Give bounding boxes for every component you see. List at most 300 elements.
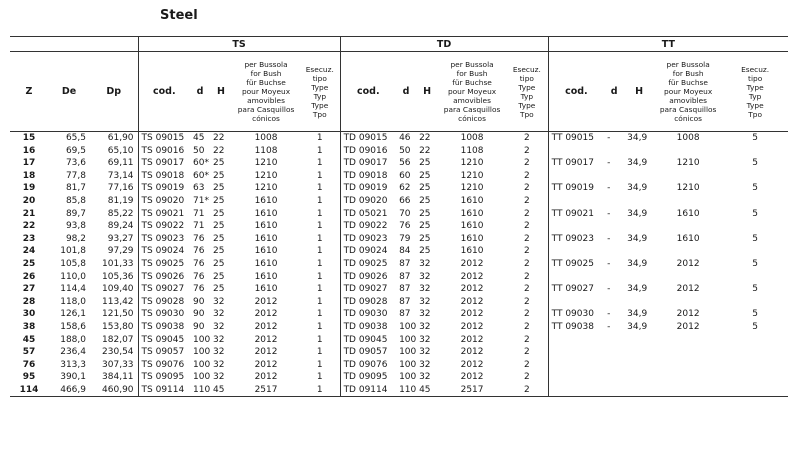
cell-td-h: 32 (419, 372, 431, 383)
cell-dp: 105,36 (102, 271, 134, 282)
cell-ts-tipo: 1 (316, 208, 323, 219)
cell-de: 126,1 (60, 309, 86, 320)
cell-td-cod: TD 09016 (340, 145, 396, 158)
cell-td-h: 22 (419, 133, 431, 143)
cell-td-d: 100 (399, 359, 417, 370)
cell-td-d: 79 (399, 233, 411, 244)
cell-dp: 101,33 (102, 258, 134, 269)
cell-td-bush: 2012 (460, 258, 484, 269)
cell-ts-d: 76 (193, 258, 205, 269)
header-line: Type (518, 82, 536, 92)
cell-ts-d: 76 (193, 284, 205, 295)
header-line: Type (746, 100, 764, 110)
header-line: amovibles (453, 96, 491, 105)
cell-de: 188,0 (60, 334, 86, 345)
cell-de: 93,8 (65, 221, 86, 232)
cell-td-bush: 1610 (460, 233, 484, 244)
cell-tt-tipo (722, 346, 788, 359)
cell-tt-bush (654, 359, 722, 372)
table-row (10, 132, 788, 145)
cell-td-cod: TD 09114 (340, 384, 396, 397)
cell-ts-bush: 1610 (254, 284, 278, 295)
cell-tt-cod (548, 195, 604, 208)
cell-ts-d: 71 (193, 208, 205, 219)
cell-tt-tipo (722, 245, 788, 258)
cell-td-cod: TD 09026 (340, 271, 396, 284)
cell-tt-d (604, 145, 624, 158)
cell-dp: 93,27 (107, 233, 134, 244)
cell-td-h: 25 (419, 221, 431, 232)
cell-ts-h: 25 (213, 221, 225, 232)
cell-ts-d: 71 (193, 221, 205, 232)
cell-tt-h (624, 384, 654, 397)
cell-ts-bush: 1210 (254, 183, 278, 194)
cell-td-cod: TD 09017 (340, 157, 396, 170)
cell-ts-d: 90 (193, 296, 205, 307)
cell-td-d: 100 (399, 334, 417, 345)
cell-tt-bush: 1008 (676, 133, 700, 143)
cell-tt-d: - (607, 309, 611, 320)
cell-ts-h: 32 (213, 334, 225, 345)
cell-tt-bush: 1610 (676, 208, 700, 219)
cell-td-d: 87 (399, 309, 411, 320)
cell-ts-h: 25 (213, 195, 225, 206)
cell-td-d: 50 (399, 145, 411, 156)
header-z: Z (10, 52, 48, 132)
cell-tt-h: 34,9 (627, 321, 648, 332)
cell-tt-d: - (607, 183, 611, 194)
header-line: für Buchse (246, 78, 286, 87)
cell-td-cod: TD 09025 (340, 258, 396, 271)
cell-ts-d: 110 (190, 384, 210, 397)
cell-dp: 153,80 (102, 321, 134, 332)
cell-tt-h (624, 359, 654, 372)
header-line: para Casquillos (237, 105, 295, 114)
cell-td-d: 66 (399, 195, 411, 206)
header-tt-bush (654, 52, 722, 132)
cell-ts-bush: 2517 (232, 384, 300, 397)
cell-td-d: 100 (399, 372, 417, 383)
cell-ts-h: 22 (213, 133, 225, 143)
cell-td-tipo: 2 (523, 271, 530, 282)
cell-dp: 69,11 (107, 158, 134, 169)
cell-tt-h: 34,9 (627, 208, 648, 219)
cell-z: 25 (22, 258, 36, 269)
cell-dp: 85,22 (107, 208, 134, 219)
cell-tt-h: 34,9 (627, 158, 648, 169)
header-td-bush (438, 52, 506, 132)
cell-ts-h: 32 (213, 296, 225, 307)
cell-tt-h: 34,9 (627, 284, 648, 295)
cell-de: 313,3 (60, 359, 86, 370)
cell-tt-d (604, 371, 624, 384)
cell-z: 15 (22, 133, 36, 143)
cell-td-d: 62 (399, 183, 411, 194)
cell-ts-tipo: 1 (316, 296, 323, 307)
cell-td-h: 25 (419, 208, 431, 219)
table-row (10, 182, 788, 195)
table-row (10, 359, 788, 372)
cell-tt-tipo: 5 (752, 321, 758, 332)
table-row (10, 384, 788, 397)
header-line: pour Moyeux (241, 87, 291, 96)
cell-td-d: 60 (399, 170, 411, 181)
cell-td-bush: 1210 (460, 170, 484, 181)
table-row (10, 308, 788, 321)
cell-tt-bush (654, 346, 722, 359)
cell-tt-cod (548, 371, 604, 384)
cell-dp: 384,11 (102, 372, 134, 383)
header-tt-h: H (624, 52, 654, 132)
cell-tt-tipo (722, 220, 788, 233)
cell-ts-bush: 1108 (254, 145, 278, 156)
cell-ts-h: 22 (213, 145, 225, 156)
cell-td-d: 110 (396, 384, 416, 397)
cell-td-d: 70 (399, 208, 411, 219)
cell-ts-d: 76 (193, 246, 205, 257)
cell-td-cod: TD 09028 (340, 296, 396, 309)
cell-ts-bush: 1210 (254, 170, 278, 181)
cell-ts-h: 25 (213, 258, 225, 269)
cell-ts-d: 100 (193, 334, 211, 345)
cell-tt-d (604, 359, 624, 372)
header-line: für Buchse (452, 78, 492, 87)
cell-td-bush: 2012 (460, 372, 484, 383)
cell-z: 22 (22, 221, 36, 232)
cell-tt-cod: TT 09017 (548, 157, 604, 170)
cell-z: 30 (22, 309, 36, 320)
cell-de: 101,8 (60, 246, 86, 257)
page-title: Steel (160, 8, 198, 23)
cell-ts-cod: TS 09025 (138, 258, 190, 271)
cell-td-d: 84 (399, 246, 411, 257)
table-row (10, 208, 788, 221)
header-line: tipo (519, 73, 534, 83)
cell-tt-tipo: 5 (752, 133, 758, 143)
cell-ts-tipo: 1 (316, 133, 323, 143)
cell-td-h: 32 (419, 296, 431, 307)
cell-td-cod: TD 05021 (340, 208, 396, 221)
cell-z: 16 (22, 145, 36, 156)
cell-td-h: 25 (419, 183, 431, 194)
cell-tt-tipo: 5 (752, 158, 758, 169)
cell-ts-tipo: 1 (316, 258, 323, 269)
cell-z: 24 (22, 246, 36, 257)
cell-dp: 81,19 (107, 195, 134, 206)
header-line: Typ (520, 91, 534, 101)
cell-tt-bush: 2012 (676, 258, 700, 269)
cell-tt-cod (548, 271, 604, 284)
cell-tt-cod: TT 09038 (548, 321, 604, 334)
cell-tt-bush (654, 334, 722, 347)
cell-ts-bush: 2012 (254, 372, 278, 383)
header-line: amovibles (669, 96, 708, 105)
cell-td-tipo: 2 (506, 384, 548, 397)
header-line: Typ (313, 91, 327, 101)
cell-ts-cod: TS 09021 (138, 208, 190, 221)
cell-td-h: 25 (419, 158, 431, 169)
cell-ts-bush: 2012 (254, 359, 278, 370)
cell-td-cod: TD 09023 (340, 233, 396, 246)
cell-tt-cod (548, 170, 604, 183)
cell-tt-h (624, 296, 654, 309)
header-line: tipo (748, 73, 763, 83)
group-tt: TT (548, 37, 788, 52)
header-line: Tpo (312, 109, 327, 119)
header-line: Type (311, 100, 329, 110)
header-td-h: H (416, 52, 438, 132)
cell-td-h: 25 (419, 233, 431, 244)
cell-td-cod: TD 09076 (340, 359, 396, 372)
cell-ts-d: 90 (193, 309, 205, 320)
cell-tt-cod: TT 09023 (548, 233, 604, 246)
header-line: Esecuz. (305, 64, 334, 74)
header-ts-d: d (190, 52, 210, 132)
header-line: per Bussola (450, 60, 494, 69)
cell-td-h: 32 (419, 284, 431, 295)
cell-tt-cod: TT 09019 (548, 182, 604, 195)
cell-tt-d (604, 346, 624, 359)
cell-tt-cod: TT 09030 (548, 308, 604, 321)
cell-td-h: 32 (419, 347, 431, 358)
cell-tt-cod (548, 145, 604, 158)
cell-dp: 182,07 (102, 334, 134, 345)
cell-td-d: 87 (399, 258, 411, 269)
cell-td-tipo: 2 (523, 233, 530, 244)
cell-z: 27 (22, 284, 36, 295)
cell-tt-tipo: 5 (752, 284, 758, 295)
cell-tt-d: - (607, 158, 611, 169)
cell-ts-tipo: 1 (316, 221, 323, 232)
cell-tt-bush (654, 271, 722, 284)
cell-z: 38 (22, 321, 36, 332)
cell-dp: 89,24 (107, 221, 134, 232)
cell-tt-cod (548, 359, 604, 372)
cell-ts-cod: TS 09024 (138, 245, 190, 258)
header-line: Type (311, 82, 329, 92)
header-line: cónicos (252, 114, 280, 123)
cell-tt-h (624, 271, 654, 284)
cell-tt-h (624, 220, 654, 233)
cell-de: 158,6 (60, 321, 86, 332)
cell-ts-cod: TS 09020 (138, 195, 190, 208)
cell-tt-d (604, 245, 624, 258)
cell-td-bush: 2012 (460, 334, 484, 345)
cell-td-tipo: 2 (523, 296, 530, 307)
cell-z: 28 (22, 296, 36, 307)
cell-tt-bush (654, 296, 722, 309)
cell-td-bush: 2012 (460, 296, 484, 307)
cell-ts-d: 76 (193, 233, 205, 244)
cell-td-d: 100 (399, 347, 417, 358)
cell-ts-d: 71* (193, 195, 209, 206)
cell-ts-d: 100 (193, 347, 211, 358)
cell-td-tipo: 2 (523, 258, 530, 269)
cell-tt-h (624, 195, 654, 208)
header-line: cónicos (458, 114, 486, 123)
cell-ts-tipo: 1 (300, 384, 340, 397)
cell-td-cod: TD 09045 (340, 334, 396, 347)
header-line: for Bush (250, 69, 282, 78)
table-row (10, 195, 788, 208)
cell-tt-h: 34,9 (627, 183, 648, 194)
group-ts: TS (138, 37, 340, 52)
cell-td-tipo: 2 (523, 145, 530, 156)
cell-tt-tipo: 5 (752, 233, 758, 244)
cell-z: 17 (22, 158, 36, 169)
cell-tt-d: - (607, 284, 611, 295)
cell-de: 118,0 (60, 296, 86, 307)
cell-td-bush: 2012 (460, 347, 484, 358)
cell-de: 77,8 (65, 170, 86, 181)
cell-de: 89,7 (65, 208, 86, 219)
cell-td-tipo: 2 (523, 372, 530, 383)
cell-ts-tipo: 1 (316, 284, 323, 295)
header-line: pour Moyeux (664, 87, 713, 96)
cell-tt-cod: TT 09025 (548, 258, 604, 271)
cell-td-h: 25 (419, 170, 431, 181)
cell-tt-d (604, 195, 624, 208)
header-line: Tpo (748, 109, 762, 119)
cell-tt-bush: 2012 (676, 321, 700, 332)
header-line: for Bush (672, 69, 704, 78)
cell-tt-cod: TT 09027 (548, 283, 604, 296)
cell-ts-cod: TS 09095 (138, 371, 190, 384)
cell-ts-cod: TS 09028 (138, 296, 190, 309)
table-row (10, 371, 788, 384)
cell-td-tipo: 2 (523, 195, 530, 206)
cell-de: 105,8 (60, 258, 86, 269)
cell-tt-d: - (607, 258, 611, 269)
cell-td-tipo: 2 (523, 309, 530, 320)
cell-ts-tipo: 1 (316, 195, 323, 206)
cell-tt-tipo (722, 145, 788, 158)
cell-td-bush: 2012 (460, 284, 484, 295)
cell-dp: 73,14 (107, 170, 134, 181)
cell-ts-h: 25 (213, 183, 225, 194)
cell-td-bush: 2012 (460, 309, 484, 320)
cell-de: 65,5 (65, 133, 86, 143)
cell-td-cod: TD 09027 (340, 283, 396, 296)
cell-ts-h: 25 (213, 170, 225, 181)
cell-td-bush: 2012 (460, 359, 484, 370)
cell-td-bush: 1610 (460, 195, 484, 206)
cell-tt-h (624, 145, 654, 158)
header-td-cod: cod. (340, 52, 396, 132)
cell-td-cod: TD 09057 (340, 346, 396, 359)
header-line: Type (518, 100, 536, 110)
cell-td-tipo: 2 (523, 158, 530, 169)
cell-tt-d: - (607, 233, 611, 244)
cell-dp: 230,54 (102, 347, 134, 358)
header-line: Type (746, 82, 764, 92)
header-tt-cod: cod. (548, 52, 604, 132)
header-line: para Casquillos (443, 105, 501, 114)
cell-td-cod: TD 09030 (340, 308, 396, 321)
cell-tt-cod: TT 09021 (548, 208, 604, 221)
cell-z: 57 (22, 347, 36, 358)
cell-td-bush: 1610 (460, 221, 484, 232)
cell-ts-bush: 2012 (254, 309, 278, 320)
header-ts-tipo (300, 52, 340, 132)
cell-ts-d: 45 (193, 133, 205, 143)
cell-ts-h: 25 (213, 271, 225, 282)
cell-de: 110,0 (60, 271, 86, 282)
header-ts-bush (232, 52, 300, 132)
cell-tt-tipo: 5 (752, 258, 758, 269)
cell-ts-d: 90 (193, 321, 205, 332)
cell-ts-d: 76 (193, 271, 205, 282)
cell-td-bush: 1108 (460, 145, 484, 156)
table-row (10, 346, 788, 359)
cell-ts-cod: TS 09018 (138, 170, 190, 183)
cell-dp: 460,90 (90, 384, 138, 397)
cell-td-tipo: 2 (523, 359, 530, 370)
cell-ts-h: 25 (213, 284, 225, 295)
cell-td-tipo: 2 (523, 183, 530, 194)
table-row (10, 170, 788, 183)
cell-td-d: 87 (399, 271, 411, 282)
cell-td-h: 32 (419, 309, 431, 320)
header-line: Esecuz. (741, 64, 770, 74)
cell-tt-cod (548, 384, 604, 397)
cell-dp: 65,10 (107, 145, 134, 156)
cell-dp: 121,50 (102, 309, 134, 320)
cell-ts-tipo: 1 (316, 158, 323, 169)
cell-td-h: 25 (419, 246, 431, 257)
cell-td-bush: 2012 (460, 271, 484, 282)
cell-tt-tipo (722, 384, 788, 397)
cell-td-d: 100 (399, 321, 417, 332)
steel-sprocket-table (10, 36, 788, 397)
header-tt-tipo (722, 52, 788, 132)
cell-td-bush: 1210 (460, 183, 484, 194)
cell-z: 76 (22, 359, 36, 370)
cell-tt-cod (548, 296, 604, 309)
cell-ts-cod: TS 09114 (138, 384, 190, 397)
cell-td-h: 32 (419, 271, 431, 282)
cell-z: 23 (22, 233, 36, 244)
cell-ts-cod: TS 09026 (138, 271, 190, 284)
group-header-row (10, 37, 788, 52)
cell-tt-tipo (722, 359, 788, 372)
cell-ts-cod: TS 09027 (138, 283, 190, 296)
cell-de: 85,8 (65, 195, 86, 206)
header-de: De (48, 52, 90, 132)
header-line: for Bush (456, 69, 488, 78)
cell-z: 19 (22, 183, 36, 194)
cell-tt-h: 34,9 (627, 258, 648, 269)
cell-tt-bush (654, 145, 722, 158)
cell-ts-bush: 1610 (254, 246, 278, 257)
cell-ts-bush: 1610 (254, 221, 278, 232)
cell-tt-tipo (722, 334, 788, 347)
cell-dp: 77,16 (107, 183, 134, 194)
cell-tt-tipo (722, 296, 788, 309)
cell-td-h: 32 (419, 334, 431, 345)
cell-td-cod: TD 09020 (340, 195, 396, 208)
cell-td-tipo: 2 (523, 133, 530, 143)
table-row (10, 145, 788, 158)
header-line: per Bussola (666, 60, 710, 69)
cell-ts-d: 50 (193, 145, 205, 156)
cell-de: 98,2 (65, 233, 86, 244)
table-row (10, 233, 788, 246)
cell-ts-d: 63 (193, 183, 205, 194)
cell-td-d: 56 (399, 158, 411, 169)
cell-ts-h: 45 (210, 384, 232, 397)
cell-ts-bush: 1610 (254, 208, 278, 219)
